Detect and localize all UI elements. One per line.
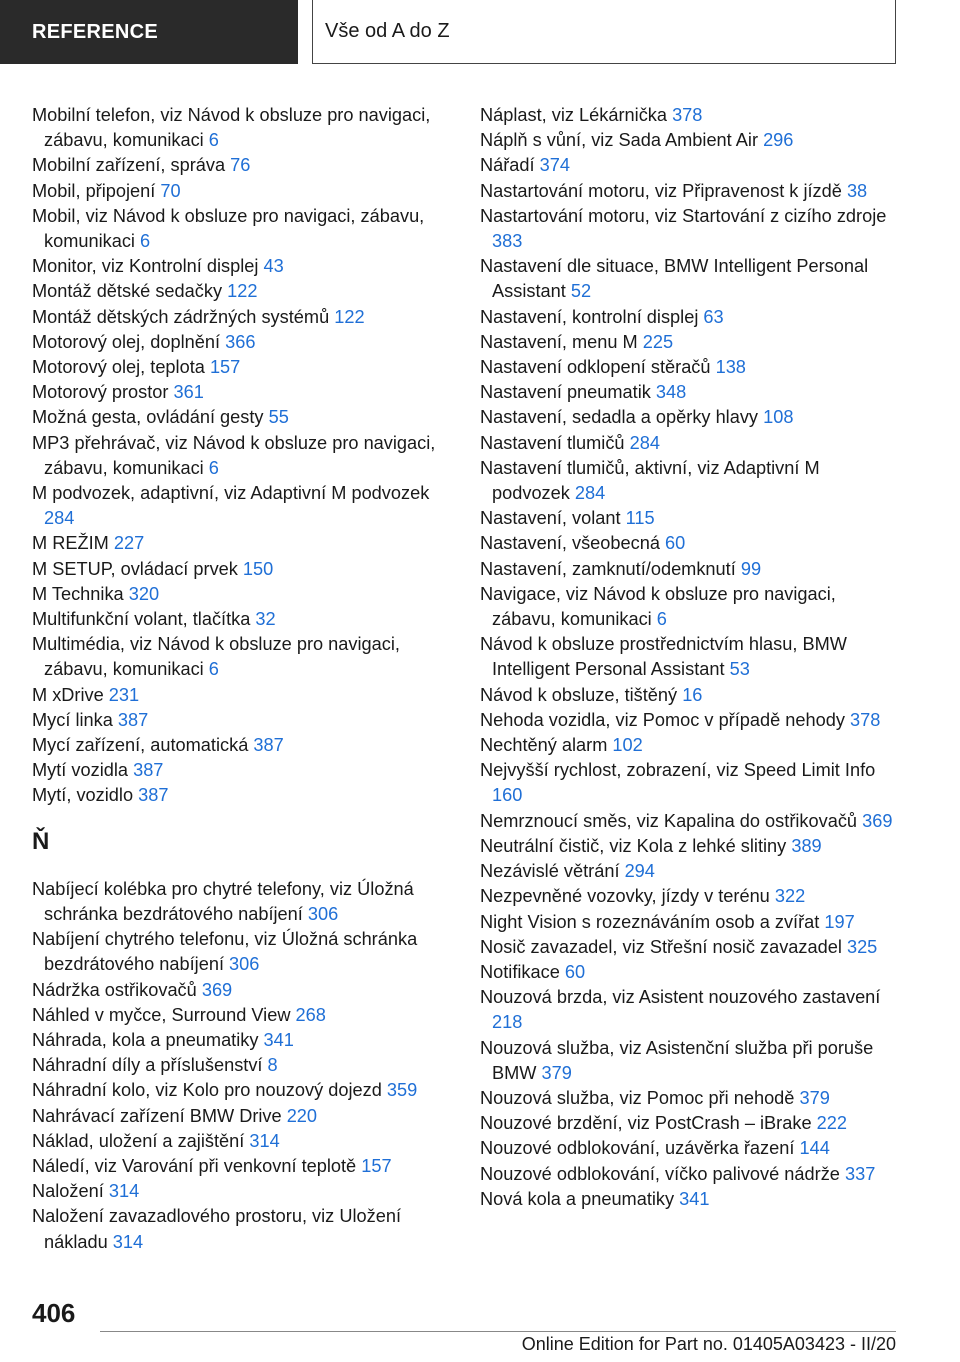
entry-term: Nechtěný alarm — [480, 735, 613, 756]
entry-page-link[interactable]: 359 — [386, 1080, 418, 1101]
index-entry — [480, 1036, 900, 1086]
index-entry — [480, 305, 900, 330]
index-entry — [32, 1104, 452, 1129]
index-entry — [32, 204, 452, 254]
entry-term: Nezpevněné vozovky, jízdy v terénu — [480, 886, 775, 907]
entry-term: Nehoda vozidla, viz Pomoc v případě nehody — [480, 709, 851, 730]
entry-page-link[interactable]: 374 — [539, 155, 571, 176]
entry-term: Multifunkční volant, tlačítka — [32, 609, 256, 630]
entry-page-link[interactable]: 337 — [844, 1163, 876, 1184]
entry-page-link[interactable]: 102 — [612, 735, 643, 756]
entry-page-link[interactable]: 378 — [850, 709, 881, 730]
index-entry — [480, 204, 900, 254]
entry-term: Nastavení, sedadla a opěrky hlavy — [480, 407, 764, 428]
entry-page-link[interactable]: 383 — [492, 231, 523, 252]
index-entry — [480, 708, 900, 733]
entry-page-link[interactable]: 284 — [574, 483, 606, 504]
index-entry — [32, 1129, 452, 1154]
entry-page-link[interactable]: 108 — [763, 407, 794, 428]
entry-page-link[interactable]: 314 — [108, 1181, 140, 1202]
entry-term: Naložení zavazadlového prostoru, viz Uložení nákladu — [32, 1206, 401, 1252]
index-entry — [480, 128, 900, 153]
index-entry — [480, 960, 900, 985]
entry-term: Nosič zavazadel, viz Střešní nosič zavazadel — [480, 936, 847, 957]
index-entry — [32, 758, 452, 783]
entry-page-link[interactable]: 6 — [656, 609, 667, 630]
entry-page-link[interactable]: 389 — [791, 835, 822, 856]
index-entry — [480, 809, 900, 834]
entry-page-link[interactable]: 16 — [682, 684, 703, 705]
entry-term: Nouzová služba, viz Pomoc při nehodě — [480, 1087, 800, 1108]
entry-term: Mobil, viz Návod k obsluze pro navigaci, zábavu, komunikaci — [32, 205, 425, 252]
index-entry — [480, 859, 900, 884]
entry-term: Nářadí — [480, 155, 540, 176]
index-entry — [32, 1003, 452, 1028]
index-entry — [32, 582, 452, 607]
index-entry — [32, 103, 452, 153]
entry-page-link[interactable]: 222 — [816, 1113, 847, 1134]
entry-page-link[interactable]: 325 — [846, 936, 878, 957]
entry-term: Nouzové odblokování, víčko palivové nádrže — [480, 1163, 845, 1184]
index-letter-heading: Ň — [32, 827, 50, 855]
index-entry — [480, 1162, 900, 1187]
index-entry — [480, 1111, 900, 1136]
index-entry — [480, 254, 900, 304]
entry-page-link[interactable]: 220 — [286, 1105, 318, 1126]
entry-page-link[interactable]: 306 — [307, 903, 339, 924]
index-entry — [32, 405, 452, 430]
entry-page-link[interactable]: 157 — [361, 1155, 392, 1176]
entry-page-link[interactable]: 366 — [225, 331, 256, 352]
index-entry — [32, 153, 452, 178]
entry-term: Návod k obsluze prostřednictvím hlasu, BMW Intelligent Personal Assistant — [480, 634, 847, 680]
entry-term: Nastavení, kontrolní displej — [480, 306, 704, 327]
entry-page-link[interactable]: 76 — [230, 155, 251, 176]
page-number: 406 — [32, 1298, 76, 1328]
entry-term: Mytí vozidla — [32, 760, 134, 781]
entry-term: MP3 přehrávač, viz Návod k obsluze pro navigaci, zábavu, komunikaci — [32, 432, 436, 478]
entry-term: Mobilní telefon, viz Návod k obsluze pro navigaci, zábavu, komunikaci — [32, 105, 431, 151]
entry-page-link[interactable]: 284 — [44, 508, 75, 529]
entry-term: Nastavení, zamknutí/odemknutí — [480, 558, 741, 579]
entry-page-link[interactable]: 115 — [625, 508, 655, 529]
index-entry — [32, 1078, 452, 1103]
entry-term: Nová kola a pneumatiky — [480, 1188, 680, 1209]
entry-term: Notifikace — [480, 961, 565, 982]
index-entry — [32, 1028, 452, 1053]
entry-page-link[interactable]: 144 — [799, 1138, 830, 1159]
entry-term: Naložení — [32, 1181, 109, 1202]
entry-page-link[interactable]: 38 — [846, 180, 868, 201]
entry-page-link[interactable]: 138 — [715, 357, 746, 378]
entry-page-link[interactable]: 378 — [672, 105, 703, 125]
entry-term: Nastartování motoru, viz Připravenost k jízdě — [480, 180, 847, 201]
entry-term: Mycí zařízení, automatická — [32, 735, 254, 756]
entry-term: Mycí linka — [32, 709, 118, 730]
index-entry — [480, 179, 900, 204]
index-entry — [480, 985, 900, 1035]
entry-term: Mobil, připojení — [32, 180, 161, 201]
index-entry — [32, 877, 452, 927]
entry-term: Nastartování motoru, viz Startování z cizího zdroje — [480, 205, 887, 226]
index-entry — [32, 380, 452, 405]
index-entry — [480, 758, 900, 808]
entry-page-link[interactable]: 379 — [541, 1062, 572, 1083]
index-entry — [480, 733, 900, 758]
entry-term: M REŽIM — [32, 533, 114, 554]
index-entry — [480, 405, 900, 430]
entry-page-link[interactable]: 6 — [140, 231, 151, 252]
index-entry — [480, 1187, 900, 1212]
index-entry — [32, 708, 452, 733]
index-entry — [480, 431, 900, 456]
entry-page-link[interactable]: 122 — [334, 306, 365, 327]
entry-term: Night Vision s rozeznáváním osob a zvířat — [480, 911, 825, 932]
entry-page-link[interactable]: 387 — [138, 785, 169, 806]
entry-page-link[interactable]: 225 — [642, 331, 674, 352]
index-entry — [32, 1053, 452, 1078]
entry-term: Nastavení tlumičů, aktivní, viz Adaptivní M podvozek — [480, 457, 820, 504]
entry-term: Nabíjecí kolébka pro chytré telefony, viz Úložná schránka bezdrátového nabíjení — [32, 878, 414, 924]
entry-page-link[interactable]: 284 — [629, 432, 660, 453]
entry-page-link[interactable]: 150 — [242, 558, 274, 579]
entry-term: Náklad, uložení a zajištění — [32, 1130, 250, 1151]
index-entry — [32, 481, 452, 531]
entry-page-link[interactable]: 6 — [208, 130, 219, 151]
entry-term: Nabíjení chytrého telefonu, viz Úložná schránka bezdrátového nabíjení — [32, 929, 418, 975]
entry-page-link[interactable]: 322 — [774, 886, 806, 907]
entry-page-link[interactable]: 197 — [824, 911, 855, 932]
entry-page-link[interactable]: 32 — [255, 609, 276, 630]
index-entry — [480, 582, 900, 632]
entry-term: Nemrznoucí směs, viz Kapalina do ostřikovačů — [480, 810, 863, 831]
entry-page-link[interactable]: 218 — [492, 1012, 523, 1033]
index-entry — [480, 506, 900, 531]
entry-term: Možná gesta, ovládání gesty — [32, 407, 269, 428]
entry-term: Navigace, viz Návod k obsluze pro navigaci, zábavu, komunikaci — [480, 583, 836, 630]
entry-page-link[interactable]: 294 — [624, 861, 655, 882]
entry-term: M xDrive — [32, 684, 109, 705]
index-entry — [32, 783, 452, 808]
entry-page-link[interactable]: 52 — [570, 281, 592, 302]
entry-term: Motorový olej, teplota — [32, 357, 210, 378]
entry-term: Mobilní zařízení, správa — [32, 155, 231, 176]
index-entry — [480, 1086, 900, 1111]
index-entry — [480, 355, 900, 380]
index-entry — [32, 1179, 452, 1204]
entry-page-link[interactable]: 53 — [729, 659, 750, 680]
index-entry — [32, 607, 452, 632]
entry-term: M SETUP, ovládací prvek — [32, 558, 243, 579]
entry-term: Nouzová brzda, viz Asistent nouzového zastavení — [480, 987, 881, 1008]
index-entry — [32, 927, 452, 977]
entry-page-link[interactable]: 348 — [655, 382, 687, 403]
index-entry — [480, 330, 900, 355]
entry-page-link[interactable]: 60 — [665, 533, 686, 554]
section-tab: REFERENCE — [0, 0, 298, 64]
entry-page-link[interactable]: 379 — [799, 1087, 830, 1108]
entry-term: Nastavení dle situace, BMW Intelligent Personal Assistant — [480, 256, 869, 302]
entry-page-link[interactable]: 157 — [209, 357, 241, 378]
entry-term: Náplast, viz Lékárnička — [480, 105, 673, 125]
entry-term: Nouzové odblokování, uzávěrka řazení — [480, 1138, 800, 1159]
index-entry — [480, 557, 900, 582]
index-entry — [480, 910, 900, 935]
entry-term: Nastavení, menu M — [480, 331, 643, 352]
entry-term: Náhradní kolo, viz Kolo pro nouzový dojezd — [32, 1080, 387, 1101]
index-entry — [32, 683, 452, 708]
index-entry — [480, 683, 900, 708]
index-entry — [480, 380, 900, 405]
index-entry — [32, 531, 452, 556]
index-entry — [480, 884, 900, 909]
entry-term: Nastavení tlumičů — [480, 432, 630, 453]
entry-term: Nastavení, všeobecná — [480, 533, 666, 554]
entry-page-link[interactable]: 160 — [492, 785, 523, 806]
entry-term: Nastavení, volant — [480, 508, 626, 529]
entry-page-link[interactable]: 122 — [227, 281, 258, 302]
entry-page-link[interactable]: 63 — [703, 306, 724, 327]
entry-page-link[interactable]: 296 — [763, 130, 794, 151]
index-entry — [480, 935, 900, 960]
entry-term: Motorový prostor — [32, 382, 174, 403]
index-entry — [480, 456, 900, 506]
entry-term: Nouzová služba, viz Asistenční služba při poruše BMW — [480, 1037, 874, 1083]
index-entry — [32, 733, 452, 758]
index-entry — [480, 834, 900, 859]
entry-term: Montáž dětské sedačky — [32, 281, 228, 302]
index-entry — [32, 1154, 452, 1179]
index-entry — [32, 279, 452, 304]
entry-page-link[interactable]: 6 — [208, 659, 219, 680]
index-column-left — [32, 103, 452, 1255]
entry-term: Nastavení pneumatik — [480, 382, 656, 403]
index-entry — [32, 1204, 452, 1254]
index-entry — [480, 632, 900, 682]
entry-term: Nouzové brzdění, viz PostCrash – iBrake — [480, 1113, 817, 1134]
index-entry — [32, 305, 452, 330]
entry-page-link[interactable]: 99 — [740, 558, 762, 579]
entry-page-link[interactable]: 369 — [201, 979, 233, 1000]
entry-page-link[interactable]: 231 — [108, 684, 140, 705]
index-entry — [32, 254, 452, 279]
entry-term: Nádržka ostřikovačů — [32, 979, 202, 1000]
entry-term: Motorový olej, doplnění — [32, 331, 226, 352]
page-header — [0, 0, 960, 64]
entry-page-link[interactable]: 268 — [295, 1004, 326, 1025]
entry-page-link[interactable]: 387 — [253, 735, 284, 756]
entry-page-link[interactable]: 55 — [268, 407, 289, 428]
index-entry — [480, 531, 900, 556]
entry-page-link[interactable]: 387 — [133, 760, 164, 781]
entry-page-link[interactable]: 314 — [112, 1231, 144, 1252]
entry-page-link[interactable]: 60 — [564, 961, 586, 982]
entry-page-link[interactable]: 6 — [208, 457, 219, 478]
footer-divider — [100, 1331, 896, 1332]
entry-page-link[interactable]: 43 — [263, 256, 284, 277]
entry-page-link[interactable]: 227 — [113, 533, 145, 554]
entry-term: Nezávislé větrání — [480, 861, 625, 882]
entry-page-link[interactable]: 341 — [679, 1188, 710, 1209]
entry-page-link[interactable]: 306 — [229, 954, 260, 975]
index-entry — [480, 153, 900, 178]
footer-edition: Online Edition for Part no. 01405A03423 - II/20 — [521, 1334, 896, 1354]
entry-page-link[interactable]: 369 — [862, 810, 893, 831]
entry-term: Náledí, viz Varování při venkovní teplotě — [32, 1155, 362, 1176]
entry-term: Monitor, viz Kontrolní displej — [32, 256, 264, 277]
entry-term: M Technika — [32, 583, 129, 604]
index-entry — [32, 355, 452, 380]
entry-term: Multimédia, viz Návod k obsluze pro navigaci, zábavu, komunikaci — [32, 634, 400, 680]
entry-term: Nastavení odklopení stěračů — [480, 357, 716, 378]
entry-page-link[interactable]: 8 — [267, 1055, 278, 1076]
index-entry — [32, 431, 452, 481]
entry-term: Náplň s vůní, viz Sada Ambient Air — [480, 130, 764, 151]
chapter-title: Vše od A do Z — [312, 0, 896, 64]
index-entry — [32, 179, 452, 204]
entry-term: M podvozek, adaptivní, viz Adaptivní M podvozek — [32, 483, 430, 504]
index-entry — [32, 330, 452, 355]
entry-page-link[interactable]: 314 — [249, 1130, 280, 1151]
entry-page-link[interactable]: 320 — [128, 583, 160, 604]
entry-term: Náhrada, kola a pneumatiky — [32, 1029, 264, 1050]
entry-term: Neutrální čistič, viz Kola z lehké slitiny — [480, 835, 792, 856]
index-entry — [32, 632, 452, 682]
entry-term: Mytí, vozidlo — [32, 785, 139, 806]
entry-page-link[interactable]: 70 — [160, 180, 181, 201]
index-entry — [480, 103, 900, 128]
entry-term: Nahrávací zařízení BMW Drive — [32, 1105, 287, 1126]
entry-term: Montáž dětských zádržných systémů — [32, 306, 335, 327]
index-entry — [480, 1136, 900, 1161]
index-column-right — [480, 103, 900, 1212]
index-entry — [32, 557, 452, 582]
entry-term: Náhled v myčce, Surround View — [32, 1004, 296, 1025]
index-entry — [32, 978, 452, 1003]
entry-term: Náhradní díly a příslušenství — [32, 1055, 268, 1076]
entry-term: Nejvyšší rychlost, zobrazení, viz Speed Limit Info — [480, 760, 876, 781]
entry-page-link[interactable]: 361 — [173, 382, 204, 403]
entry-page-link[interactable]: 387 — [117, 709, 149, 730]
entry-term: Návod k obsluze, tištěný — [480, 684, 683, 705]
entry-page-link[interactable]: 341 — [263, 1029, 294, 1050]
